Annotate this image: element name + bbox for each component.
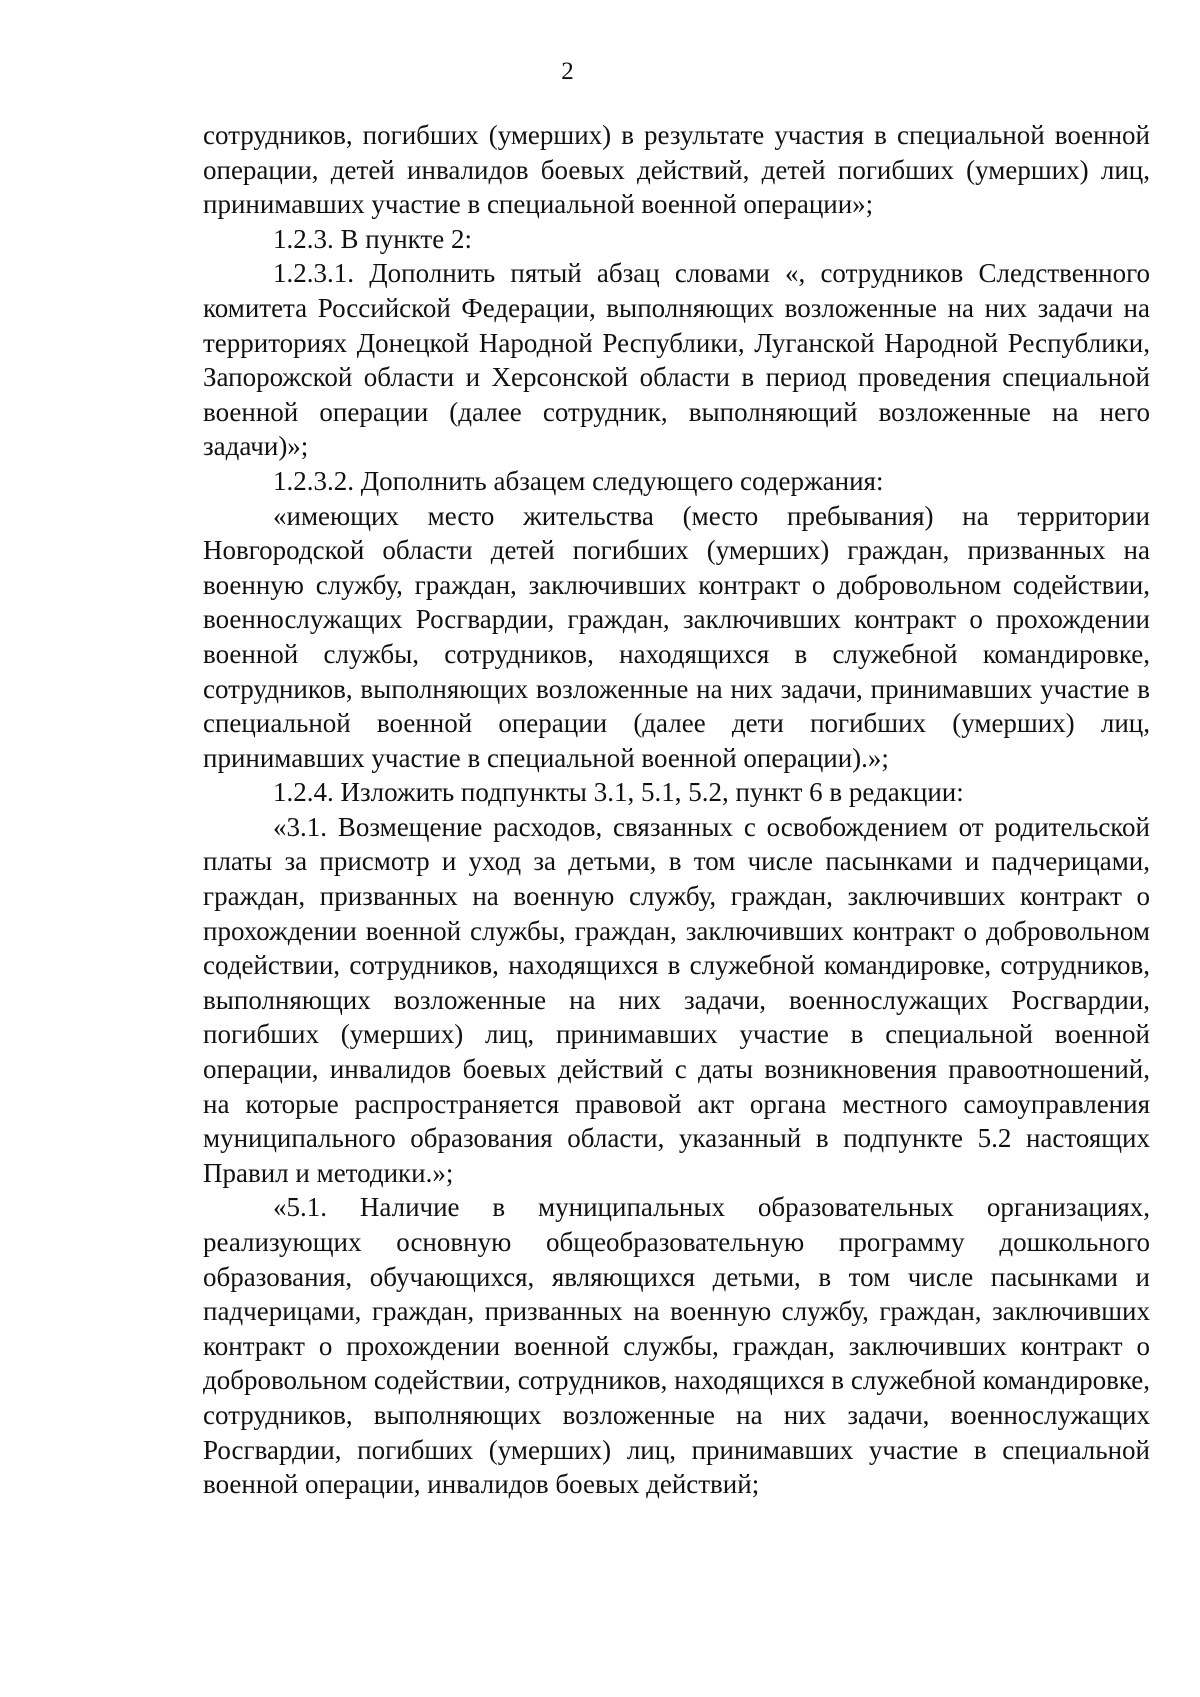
paragraph: 1.2.3.1. Дополнить пятый абзац словами «, сотрудников Следственного комитета Российской Федерации, выполняющих возложенные на них задачи на территориях Донецкой Народной Республики, Луганской Народной Республики, Запорожской области и Херсонской области в период проведения специальной военной операции (далее сотрудник, выполняющий возложенные на него задачи)»; (203, 258, 1150, 462)
paragraph: сотрудников, погибших (умерших) в результате участия в специальной военной операции, детей инвалидов боевых действий, детей погибших (умерших) лиц, принимавших участие в специальной военной операции»; (203, 120, 1150, 220)
paragraph: 1.2.3.2. Дополнить абзацем следующего содержания: (273, 465, 884, 496)
paragraph: «имеющих место жительства (место пребывания) на территории Новгородской области детей погибших (умерших) граждан, призванных на военную службу, граждан, заключивших контракт о добровольном содействии, военнослужащих Росгвардии, граждан, заключивших контракт о прохождении военной службы, сотрудников, находящихся в служебной командировке, сотрудников, выполняющих возложенные на них задачи, принимавших участие в специальной военной операции (далее дети погибших (умерших) лиц, принимавших участие в специальной военной операции).»; (203, 500, 1150, 773)
document-body (203, 118, 1150, 1502)
page-number: 2 (561, 58, 574, 85)
paragraph: 1.2.4. Изложить подпункты 3.1, 5.1, 5.2, пункт 6 в редакции: (273, 777, 964, 808)
paragraph: «5.1. Наличие в муниципальных образовательных организациях, реализующих основную общеобразовательную программу дошкольного образования, обучающихся, являющихся детьми, в том числе пасынками и падчерицами, граждан, призванных на военную службу, граждан, заключивших контракт о прохождении военной службы, граждан, заключивших контракт о добровольном содействии, сотрудников, находящихся в служебной командировке, сотрудников, выполняющих возложенные на них задачи, военнослужащих Росгвардии, погибших (умерших) лиц, принимавших участие в специальной военной операции, инвалидов боевых действий; (203, 1192, 1150, 1500)
paragraph: 1.2.3. В пункте 2: (273, 223, 472, 254)
paragraph: «3.1. Возмещение расходов, связанных с освобождением от родительской платы за присмотр и уход за детьми, в том числе пасынками и падчерицами, граждан, призванных на военную службу, граждан, заключивших контракт о прохождении военной службы, граждан, заключивших контракт о добровольном содействии, сотрудников, находящихся в служебной командировке, сотрудников, выполняющих возложенные на них задачи, военнослужащих Росгвардии, погибших (умерших) лиц, принимавших участие в специальной военной операции, инвалидов боевых действий с даты возникновения правоотношений, на которые распространяется правовой акт органа местного самоуправления муниципального образования области, указанный в подпункте 5.2 настоящих Правил и методики.»; (203, 811, 1150, 1188)
